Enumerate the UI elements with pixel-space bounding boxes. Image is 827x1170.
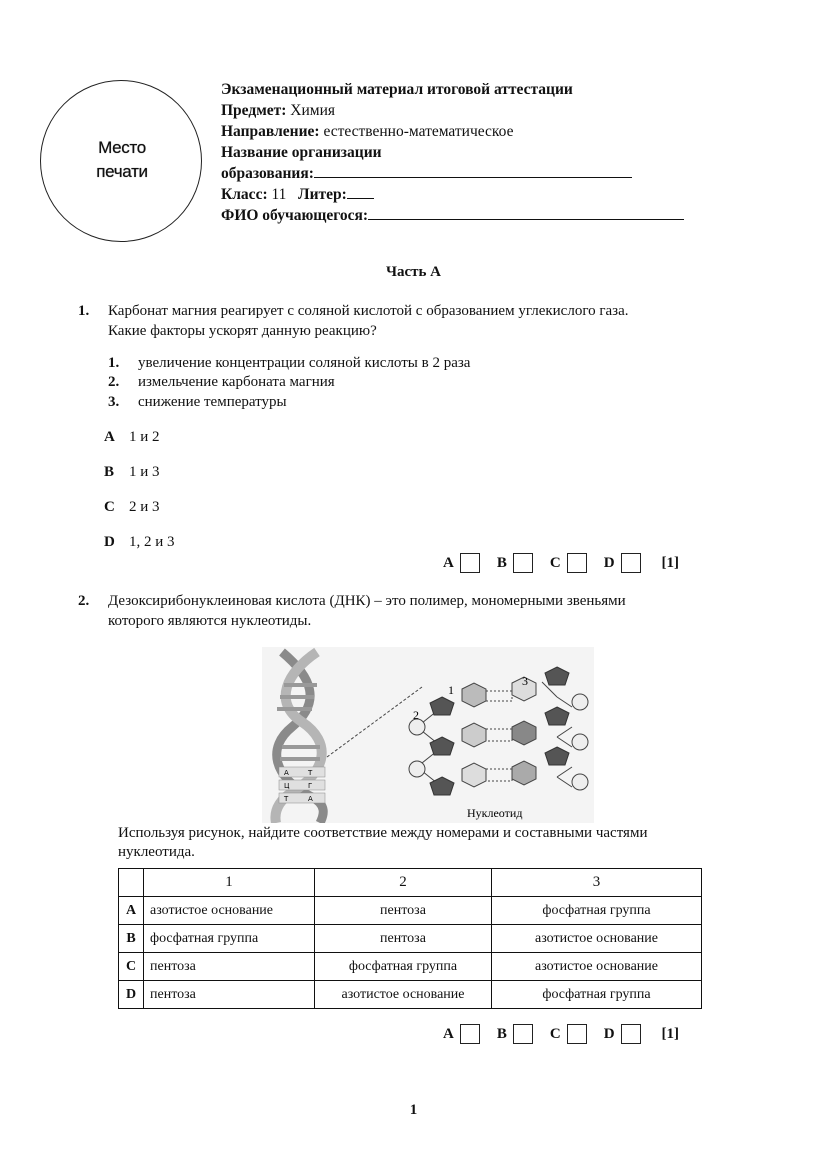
row-letter: B (119, 925, 144, 953)
table-cell: фосфатная группа (315, 953, 492, 981)
table-cell: азотистое основание (492, 925, 702, 953)
option-text: 1 и 2 (129, 429, 160, 445)
instruction-line2: нуклеотида. (118, 844, 195, 860)
pentose (430, 697, 454, 715)
table-header-cell: 3 (492, 869, 702, 897)
question-2-number: 2. (78, 593, 90, 609)
answer-letter-d: D (603, 554, 615, 571)
answer-box-c[interactable] (567, 553, 587, 573)
base-g-label: Г (308, 782, 313, 790)
option-text: 1 и 3 (129, 464, 160, 480)
table-row (119, 953, 702, 981)
option-b (104, 464, 160, 481)
org-label-1: Название организации (221, 144, 382, 161)
question-1-text-line1: Карбонат магния реагирует с соляной кислотой с образованием углекислого газа. (108, 303, 629, 319)
list-item-number: 1. (108, 355, 120, 371)
base-a-label-2: А (308, 795, 313, 803)
org-label-2: образования: (221, 165, 314, 182)
instruction-line1: Используя рисунок, найдите соответствие между номерами и составными частями (118, 825, 648, 841)
list-item-text: увеличение концентрации соляной кислоты в 2 раза (138, 355, 471, 371)
answer-letter-a: A (443, 554, 454, 571)
stamp-text (40, 136, 204, 184)
figure-label-2: 2 (413, 708, 419, 722)
figure-label-3: 3 (522, 674, 528, 688)
exam-header (221, 79, 684, 226)
liter-field[interactable] (347, 184, 374, 199)
answer-box-a[interactable] (460, 553, 480, 573)
table-row (119, 897, 702, 925)
option-letter: D (104, 534, 115, 550)
answer-box-b[interactable] (513, 553, 533, 573)
list-item (108, 374, 335, 391)
class-value: 11 (271, 186, 287, 203)
score-label: [1] (661, 554, 680, 571)
fio-label: ФИО обучающегося: (221, 207, 369, 224)
row-letter: D (119, 981, 144, 1009)
nitrogen-base (462, 683, 486, 707)
question-2-text-line2: которого являются нуклеотиды. (108, 613, 312, 629)
answer-box-d[interactable] (621, 1024, 641, 1044)
table-cell: пентоза (144, 953, 315, 981)
base-t-label-2: Т (284, 795, 289, 803)
base-t-label: Т (308, 769, 313, 777)
org-field[interactable] (314, 163, 632, 178)
dna-figure (262, 647, 594, 823)
fio-field[interactable] (368, 205, 684, 220)
class-label: Класс: (221, 186, 268, 203)
table-header-cell (119, 869, 144, 897)
answer-letter-b: B (496, 1025, 507, 1042)
answer-letter-a: A (443, 1025, 454, 1042)
option-a (104, 429, 160, 446)
option-d (104, 534, 175, 551)
base-a-label: А (284, 769, 289, 777)
table-cell: азотистое основание (492, 953, 702, 981)
table-cell: фосфатная группа (144, 925, 315, 953)
table-header-row (119, 869, 702, 897)
score-label: [1] (661, 1025, 680, 1042)
question-2-instruction (118, 824, 718, 862)
zoom-line (327, 687, 422, 757)
question-1-number: 1. (78, 303, 90, 319)
figure-label-1: 1 (448, 683, 454, 697)
stamp-line-2: печати (96, 162, 148, 181)
header-title: Экзаменационный материал итоговой аттестации (221, 81, 573, 98)
subject-value: Химия (290, 102, 336, 119)
question-1 (78, 301, 718, 343)
answer-row-1 (443, 553, 679, 573)
option-letter: C (104, 499, 115, 515)
option-text: 2 и 3 (129, 499, 160, 515)
table-cell: фосфатная группа (492, 981, 702, 1009)
list-item (108, 394, 287, 411)
answer-letter-d: D (603, 1025, 615, 1042)
table-row (119, 981, 702, 1009)
row-letter: A (119, 897, 144, 925)
list-item-number: 3. (108, 394, 120, 410)
direction-value: естественно-математическое (323, 123, 514, 140)
question-2 (78, 591, 718, 633)
liter-label: Литер: (298, 186, 347, 203)
stamp-line-1: Место (98, 138, 146, 157)
table-cell: пентоза (315, 925, 492, 953)
option-letter: B (104, 464, 115, 480)
question-2-text-line1: Дезоксирибонуклеиновая кислота (ДНК) – это полимер, мономерными звеньями (108, 593, 626, 609)
row-letter: C (119, 953, 144, 981)
option-c (104, 499, 160, 516)
answer-box-c[interactable] (567, 1024, 587, 1044)
table-cell: азотистое основание (315, 981, 492, 1009)
answer-box-b[interactable] (513, 1024, 533, 1044)
option-letter: A (104, 429, 115, 445)
matching-table (118, 868, 702, 1009)
table-row (119, 925, 702, 953)
question-1-text-line2: Какие факторы ускорят данную реакцию? (108, 323, 377, 339)
subject-label: Предмет: (221, 102, 287, 119)
option-text: 1, 2 и 3 (129, 534, 175, 550)
table-cell: пентоза (315, 897, 492, 925)
list-item (108, 355, 470, 372)
answer-letter-c: C (549, 554, 561, 571)
figure-caption: Нуклеотид (467, 806, 523, 820)
table-cell: пентоза (144, 981, 315, 1009)
list-item-text: снижение температуры (138, 394, 287, 410)
table-cell: фосфатная группа (492, 897, 702, 925)
page-number: 1 (409, 1102, 418, 1118)
list-item-number: 2. (108, 374, 120, 390)
answer-box-a[interactable] (460, 1024, 480, 1044)
answer-letter-b: B (496, 554, 507, 571)
direction-label: Направление: (221, 123, 320, 140)
answer-letter-c: C (549, 1025, 561, 1042)
base-c-label: Ц (284, 782, 290, 790)
table-header-cell: 1 (144, 869, 315, 897)
list-item-text: измельчение карбоната магния (138, 374, 335, 390)
answer-row-2 (443, 1024, 679, 1044)
part-title: Часть А (385, 264, 442, 280)
answer-box-d[interactable] (621, 553, 641, 573)
dna-illustration (262, 647, 594, 823)
table-cell: азотистое основание (144, 897, 315, 925)
table-header-cell: 2 (315, 869, 492, 897)
